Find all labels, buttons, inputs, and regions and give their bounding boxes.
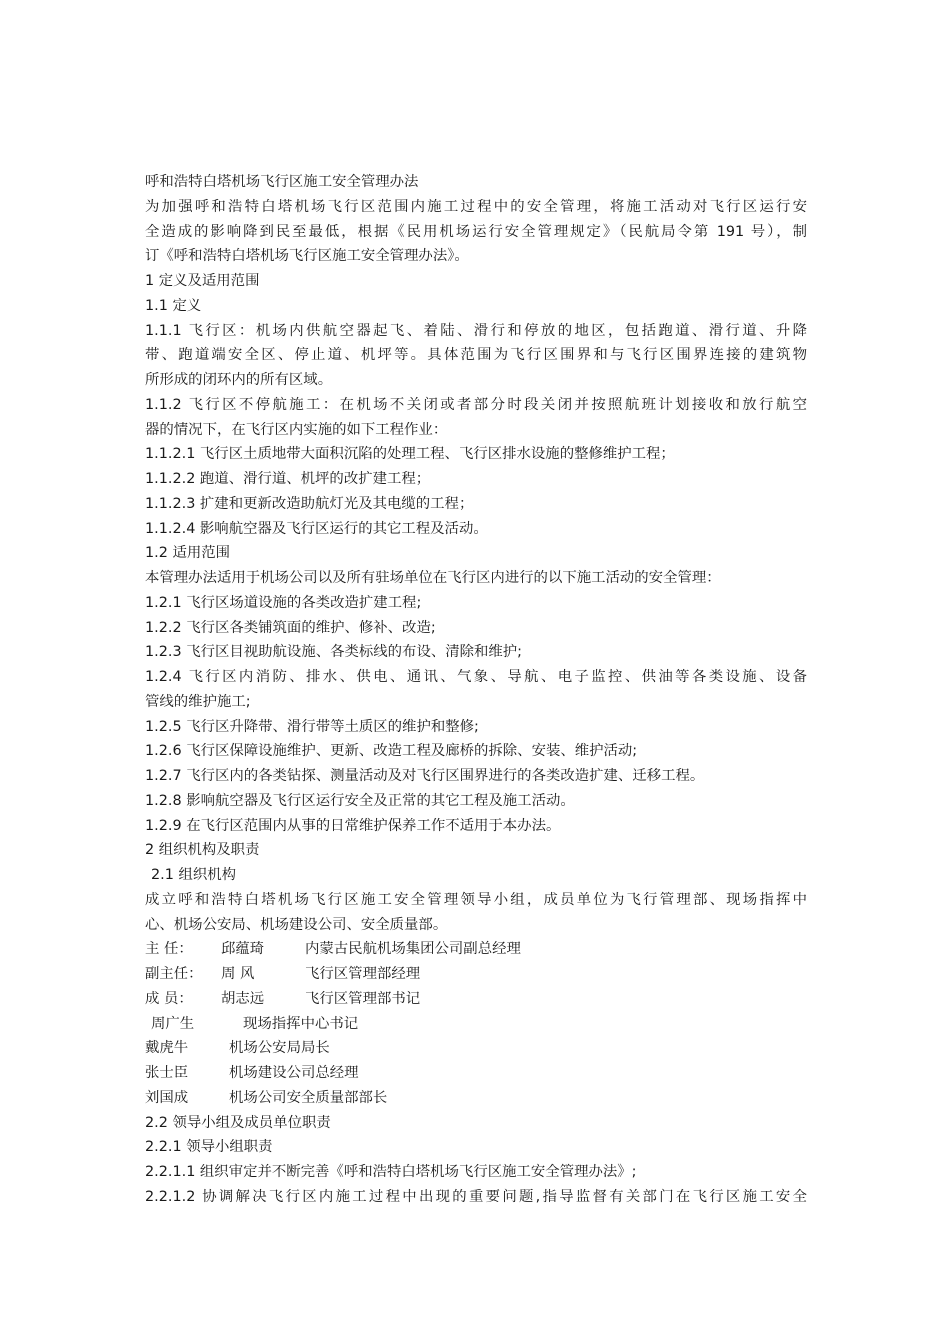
member-title: 机场建设公司总经理: [229, 1065, 359, 1081]
member-row: [145, 987, 807, 1012]
section-heading-1: 1 定义及适用范围: [145, 273, 260, 289]
member-name: 邱蕴琦: [221, 941, 265, 958]
list-item: 1.2.8 影响航空器及飞行区运行安全及正常的其它工程及施工活动。: [145, 792, 575, 809]
member-title: 机场公司安全质量部部长: [229, 1089, 388, 1106]
section-heading-2-1: 2.1 组织机构: [151, 867, 237, 883]
member-role: 成 员：: [145, 990, 193, 1007]
list-item: 1.2.6 飞行区保障设施维护、更新、改造工程及廊桥的拆除、安装、维护活动;: [145, 743, 638, 760]
clause-1-1-1-line-2: 带、跑道端安全区、停止道、机坪等。具体范围为飞行区围界和与飞行区围界连接的建筑物: [145, 347, 807, 364]
intro-line-2: 全造成的影响降到民至最低，根据《民用机场运行安全管理规定》（民航局令第 191 号），制: [145, 223, 807, 240]
clause-1-1-2-line-1: 1.1.2 飞行区不停航施工：在机场不关闭或者部分时段关闭并按照航班计划接收和放行航空: [145, 396, 807, 413]
clause-1-1-2-line-2: 器的情况下，在飞行区内实施的如下工程作业：: [145, 421, 448, 438]
scope-intro: 本管理办法适用于机场公司以及所有驻场单位在飞行区内进行的以下施工活动的安全管理：: [145, 570, 721, 586]
member-row: [145, 962, 807, 987]
member-title: 飞行区管理部书记: [305, 990, 421, 1007]
member-title: 飞行区管理部经理: [305, 966, 421, 982]
clause-1-2-4-line-2: 管线的维护施工;: [145, 693, 251, 710]
member-title: 内蒙古民航机场集团公司副总经理: [305, 941, 521, 958]
list-item: 1.1.2.1 飞行区土质地带大面积沉陷的处理工程、飞行区排水设施的整修维护工程；: [145, 446, 675, 463]
clause-1-1-1-line-1: 1.1.1 飞行区：机场内供航空器起飞、着陆、滑行和停放的地区，包括跑道、滑行道、升降: [145, 322, 807, 339]
list-item: 1.1.2.3 扩建和更新改造助航灯光及其电缆的工程；: [145, 495, 474, 512]
intro-line-1: 为加强呼和浩特白塔机场飞行区范围内施工过程中的安全管理，将施工活动对飞行区运行安: [145, 198, 807, 215]
list-item: 1.2.3 飞行区目视助航设施、各类标线的布设、清除和维护;: [145, 644, 523, 661]
member-role: 副主任：: [145, 966, 203, 982]
list-item: 1.1.2.2 跑道、滑行道、机坪的改扩建工程；: [145, 471, 431, 487]
section-heading-2-2-1: 2.2.1 领导小组职责: [145, 1139, 273, 1156]
member-name: 张士臣: [145, 1065, 189, 1081]
list-item: 1.2.7 飞行区内的各类钻探、测量活动及对飞行区围界进行的各类改造扩建、迁移工程。: [145, 768, 705, 784]
member-name: 戴虎牛: [145, 1040, 189, 1057]
member-row: [145, 1012, 807, 1037]
clause-1-1-1-line-3: 所形成的闭环内的所有区域。: [145, 372, 333, 388]
intro-line-3: 订《呼和浩特白塔机场飞行区施工安全管理办法》。: [145, 248, 469, 265]
section-heading-2: 2 组织机构及职责: [145, 842, 260, 859]
org-text-line-2: 心、机场公安局、机场建设公司、安全质量部。: [145, 916, 448, 933]
section-heading-1-1: 1.1 定义: [145, 297, 202, 314]
list-item: 1.2.2 飞行区各类铺筑面的维护、修补、改造;: [145, 619, 436, 636]
document-title: 呼和浩特白塔机场飞行区施工安全管理办法: [145, 174, 419, 190]
document-page: [145, 170, 807, 1210]
org-text-line-1: 成立呼和浩特白塔机场飞行区施工安全管理领导小组，成员单位为飞行管理部、现场指挥中: [145, 891, 807, 908]
section-heading-1-2: 1.2 适用范围: [145, 545, 231, 562]
list-item: 1.2.1 飞行区场道设施的各类改造扩建工程;: [145, 594, 422, 611]
member-row: [145, 1086, 807, 1111]
list-item: 1.1.2.4 影响航空器及飞行区运行的其它工程及活动。: [145, 520, 488, 537]
member-title: 机场公安局局长: [229, 1040, 330, 1057]
member-name: 刘国成: [145, 1089, 189, 1106]
list-item: 1.2.9 在飞行区范围内从事的日常维护保养工作不适用于本办法。: [145, 817, 561, 834]
section-heading-2-2: 2.2 领导小组及成员单位职责: [145, 1114, 331, 1131]
member-role: 主 任：: [145, 941, 193, 958]
clause-2-2-1-2: 2.2.1.2 协调解决飞行区内施工过程中出现的重要问题,指导监督有关部门在飞行区施工安全: [145, 1188, 807, 1205]
member-name: 胡志远: [221, 990, 265, 1007]
clause-1-2-4-line-1: 1.2.4 飞行区内消防、排水、供电、通讯、气象、导航、电子监控、供油等各类设施、设备: [145, 669, 807, 685]
member-row: [145, 1061, 807, 1086]
member-title: 现场指挥中心书记: [243, 1015, 359, 1032]
member-name: 周广生: [151, 1015, 195, 1032]
list-item: 1.2.5 飞行区升降带、滑行带等土质区的维护和整修;: [145, 718, 479, 735]
member-name: 周 风: [221, 966, 255, 982]
member-row: [145, 937, 807, 962]
member-row: [145, 1036, 807, 1061]
clause-2-2-1-1: 2.2.1.1 组织审定并不断完善《呼和浩特白塔机场飞行区施工安全管理办法》;: [145, 1164, 637, 1180]
